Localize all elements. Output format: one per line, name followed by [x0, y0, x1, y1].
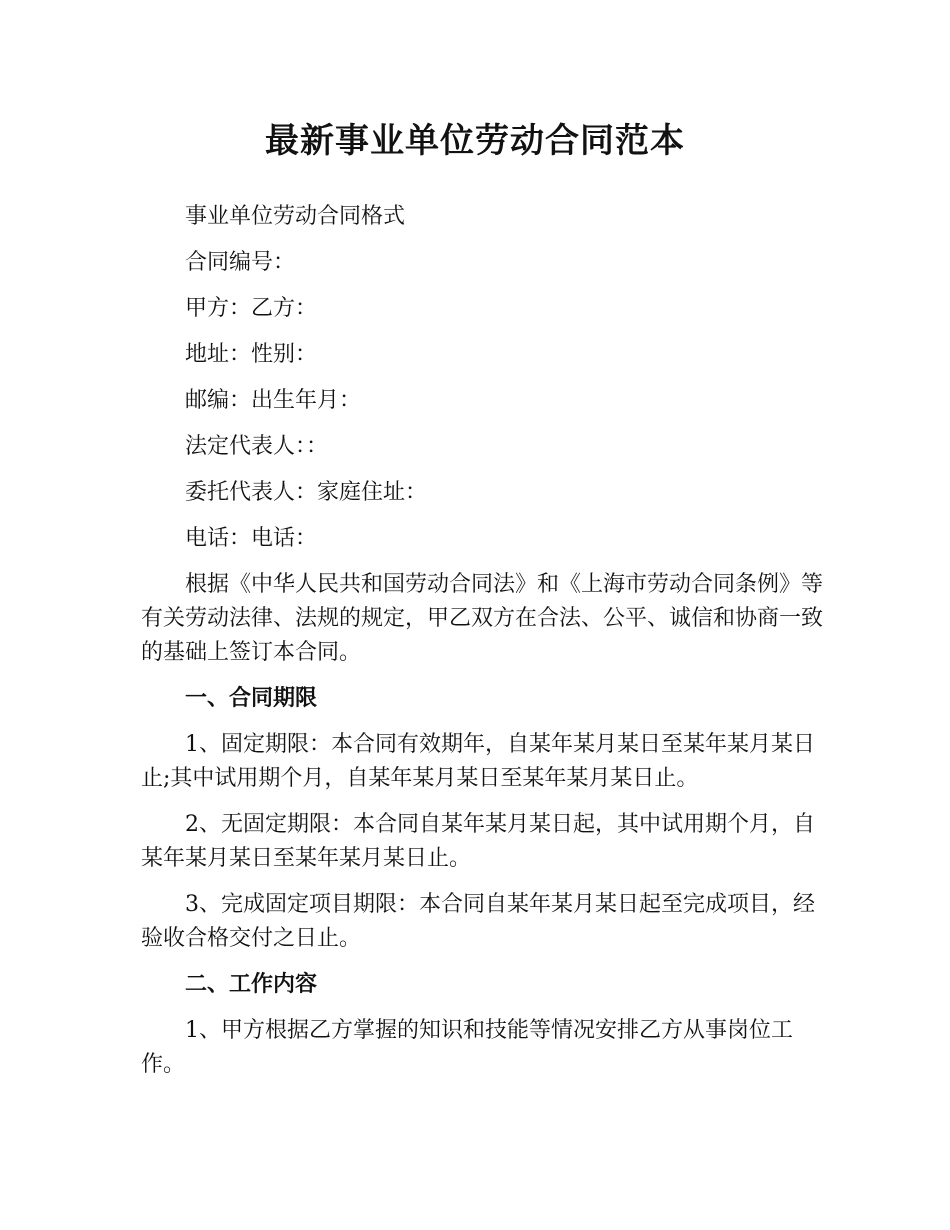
party-line: 甲方：乙方： — [185, 296, 318, 321]
phone-line: 电话：电话： — [185, 526, 318, 551]
document-body — [141, 200, 831, 1094]
section1-item-2: 2、无固定期限：本合同自某年某月某日起，其中试用期个月，自某年某月某日至某年某月某日止。 — [141, 812, 815, 871]
section1-item-3: 3、完成固定项目期限：本合同自某年某月某日起至完成项目，经验收合格交付之日止。 — [141, 892, 815, 951]
section1-heading: 一、合同期限 — [185, 686, 318, 711]
agent-address-line: 委托代表人：家庭住址： — [185, 480, 428, 505]
section2-heading: 二、工作内容 — [185, 972, 318, 997]
section1-item-1: 1、固定期限：本合同有效期年，自某年某月某日至某年某月某日止;其中试用期个月，自某年某月某日至某年某月某日止。 — [141, 732, 815, 791]
address-gender-line: 地址：性别： — [185, 342, 318, 367]
format-line: 事业单位劳动合同格式 — [185, 204, 406, 229]
postcode-birth-line: 邮编：出生年月： — [185, 388, 362, 413]
intro-paragraph: 根据《中华人民共和国劳动合同法》和《上海市劳动合同条例》等有关劳动法律、法规的规定，甲乙双方在合法、公平、诚信和协商一致的基础上签订本合同。 — [141, 572, 824, 665]
document-title: 最新事业单位劳动合同范本 — [265, 121, 685, 161]
contract-number-line: 合同编号： — [185, 250, 296, 275]
section2-item-1: 1、甲方根据乙方掌握的知识和技能等情况安排乙方从事岗位工作。 — [141, 1018, 793, 1077]
legal-representative-line: 法定代表人：： — [185, 434, 329, 459]
